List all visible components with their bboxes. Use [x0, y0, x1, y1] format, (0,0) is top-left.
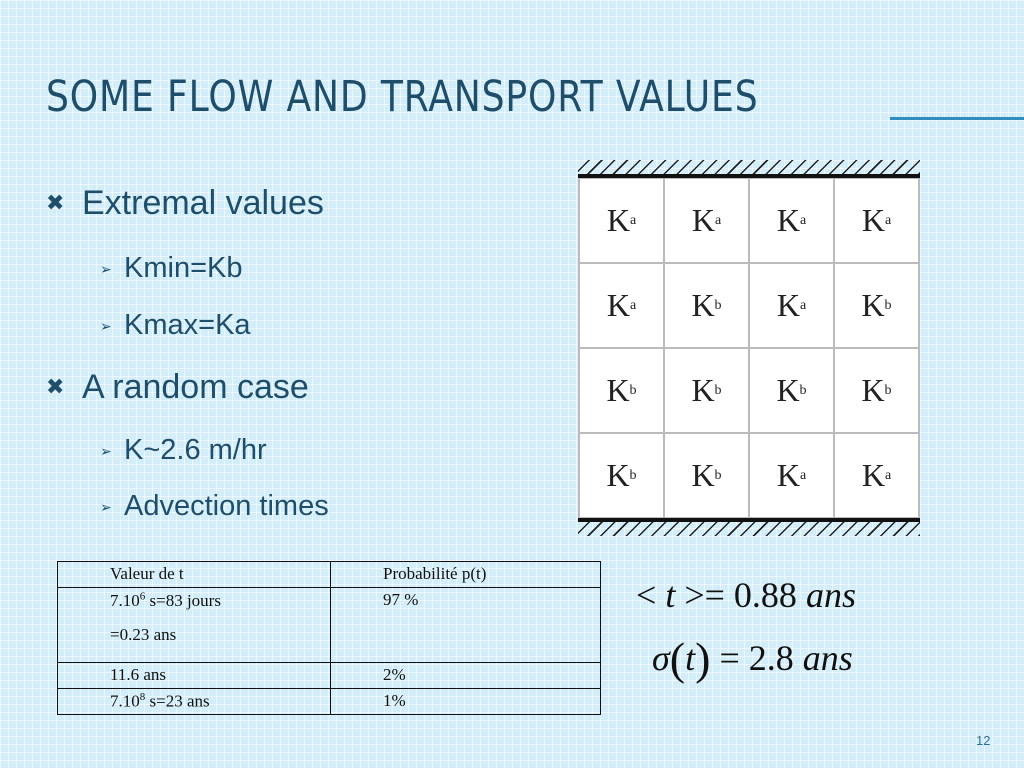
cell-subscript: a	[799, 212, 807, 228]
cell-subscript: a	[714, 212, 722, 228]
grid-cell	[579, 433, 664, 518]
grid-cell	[834, 433, 919, 518]
slide-title: SOME FLOW AND TRANSPORT VALUES	[46, 72, 759, 122]
grid-cell	[834, 263, 919, 348]
cell-symbol: K	[776, 457, 800, 493]
cell-subscript: a	[629, 297, 637, 313]
time-value: 7.10$^6$ s=83 jours	[110, 590, 221, 610]
sub-bullet-label: Kmax=Ka	[124, 309, 251, 341]
grid-cell	[664, 178, 749, 263]
arrow-bullet-icon: ➢	[100, 261, 112, 277]
cell-symbol: K	[861, 457, 885, 493]
mean-time-formula: < t >= 0.88 ans	[636, 575, 856, 615]
cell-symbol: K	[606, 372, 630, 408]
cell-subscript: b	[714, 467, 722, 483]
cross-bullet-icon: ✖	[46, 374, 65, 399]
cell-subscript: a	[799, 467, 807, 483]
table-header-cell: Probabilité p(t)	[331, 562, 601, 588]
permeability-grid-figure	[578, 160, 920, 536]
bottom-boundary-hatch	[578, 518, 920, 536]
cell-symbol: K	[691, 457, 715, 493]
grid-cell	[749, 178, 834, 263]
sub-bullet-label: Advection times	[124, 490, 329, 522]
grid-cell	[834, 348, 919, 433]
table-row	[58, 588, 601, 663]
cell-symbol: K	[861, 202, 885, 238]
arrow-bullet-icon: ➢	[100, 499, 112, 515]
grid-cell	[749, 263, 834, 348]
cell-subscript: b	[884, 297, 892, 313]
advection-times-table	[57, 561, 601, 715]
table-header-row	[58, 562, 601, 588]
table-header-cell: Valeur de t	[58, 562, 331, 588]
table-cell: 7.10$^8$ s=23 ans	[58, 689, 331, 715]
grid-cell	[664, 433, 749, 518]
grid-cell	[579, 178, 664, 263]
cell-subscript: b	[714, 382, 722, 398]
cell-symbol: K	[606, 457, 630, 493]
cell-symbol: K	[606, 287, 630, 323]
time-value-converted: =0.23 ans	[110, 624, 177, 644]
table-cell	[58, 588, 331, 663]
cell-subscript: a	[629, 212, 637, 228]
cell-symbol: K	[861, 372, 885, 408]
cell-symbol: K	[861, 287, 885, 323]
arrow-bullet-icon: ➢	[100, 443, 112, 459]
cross-bullet-icon: ✖	[46, 190, 65, 215]
arrow-bullet-icon: ➢	[100, 318, 112, 334]
grid-cell	[664, 348, 749, 433]
cell-subscript: b	[799, 382, 807, 398]
sigma-formula: σ(t) = 2.8 ans	[652, 633, 853, 684]
cell-symbol: K	[691, 287, 715, 323]
cell-symbol: K	[691, 372, 715, 408]
page-number: 12	[976, 733, 991, 748]
cell-symbol: K	[776, 287, 800, 323]
table-cell: 2%	[331, 663, 601, 689]
top-boundary-hatch	[578, 160, 920, 178]
table-row	[58, 689, 601, 715]
bullet-label: Extremal values	[82, 184, 324, 222]
cell-symbol: K	[776, 372, 800, 408]
grid-cell	[579, 263, 664, 348]
cell-subscript: b	[884, 382, 892, 398]
cell-subscript: a	[884, 212, 892, 228]
grid-cell	[749, 433, 834, 518]
table-cell: 1%	[331, 689, 601, 715]
cell-subscript: a	[799, 297, 807, 313]
grid-cell	[664, 263, 749, 348]
cell-subscript: b	[629, 467, 637, 483]
cell-symbol: K	[776, 202, 800, 238]
cell-subscript: b	[714, 297, 722, 313]
table-row	[58, 663, 601, 689]
cell-symbol: K	[691, 202, 715, 238]
bullet-label: A random case	[82, 368, 309, 406]
cell-subscript: b	[629, 382, 637, 398]
sub-bullet-label: K~2.6 m/hr	[124, 434, 267, 466]
cell-symbol: K	[606, 202, 630, 238]
grid-cell	[834, 178, 919, 263]
permeability-grid	[578, 178, 920, 518]
sub-bullet-label: Kmin=Kb	[124, 252, 243, 284]
grid-cell	[749, 348, 834, 433]
table-cell: 11.6 ans	[58, 663, 331, 689]
title-rule	[890, 117, 1024, 120]
cell-subscript: a	[884, 467, 892, 483]
grid-cell	[579, 348, 664, 433]
table-cell: 97 %	[331, 588, 601, 663]
